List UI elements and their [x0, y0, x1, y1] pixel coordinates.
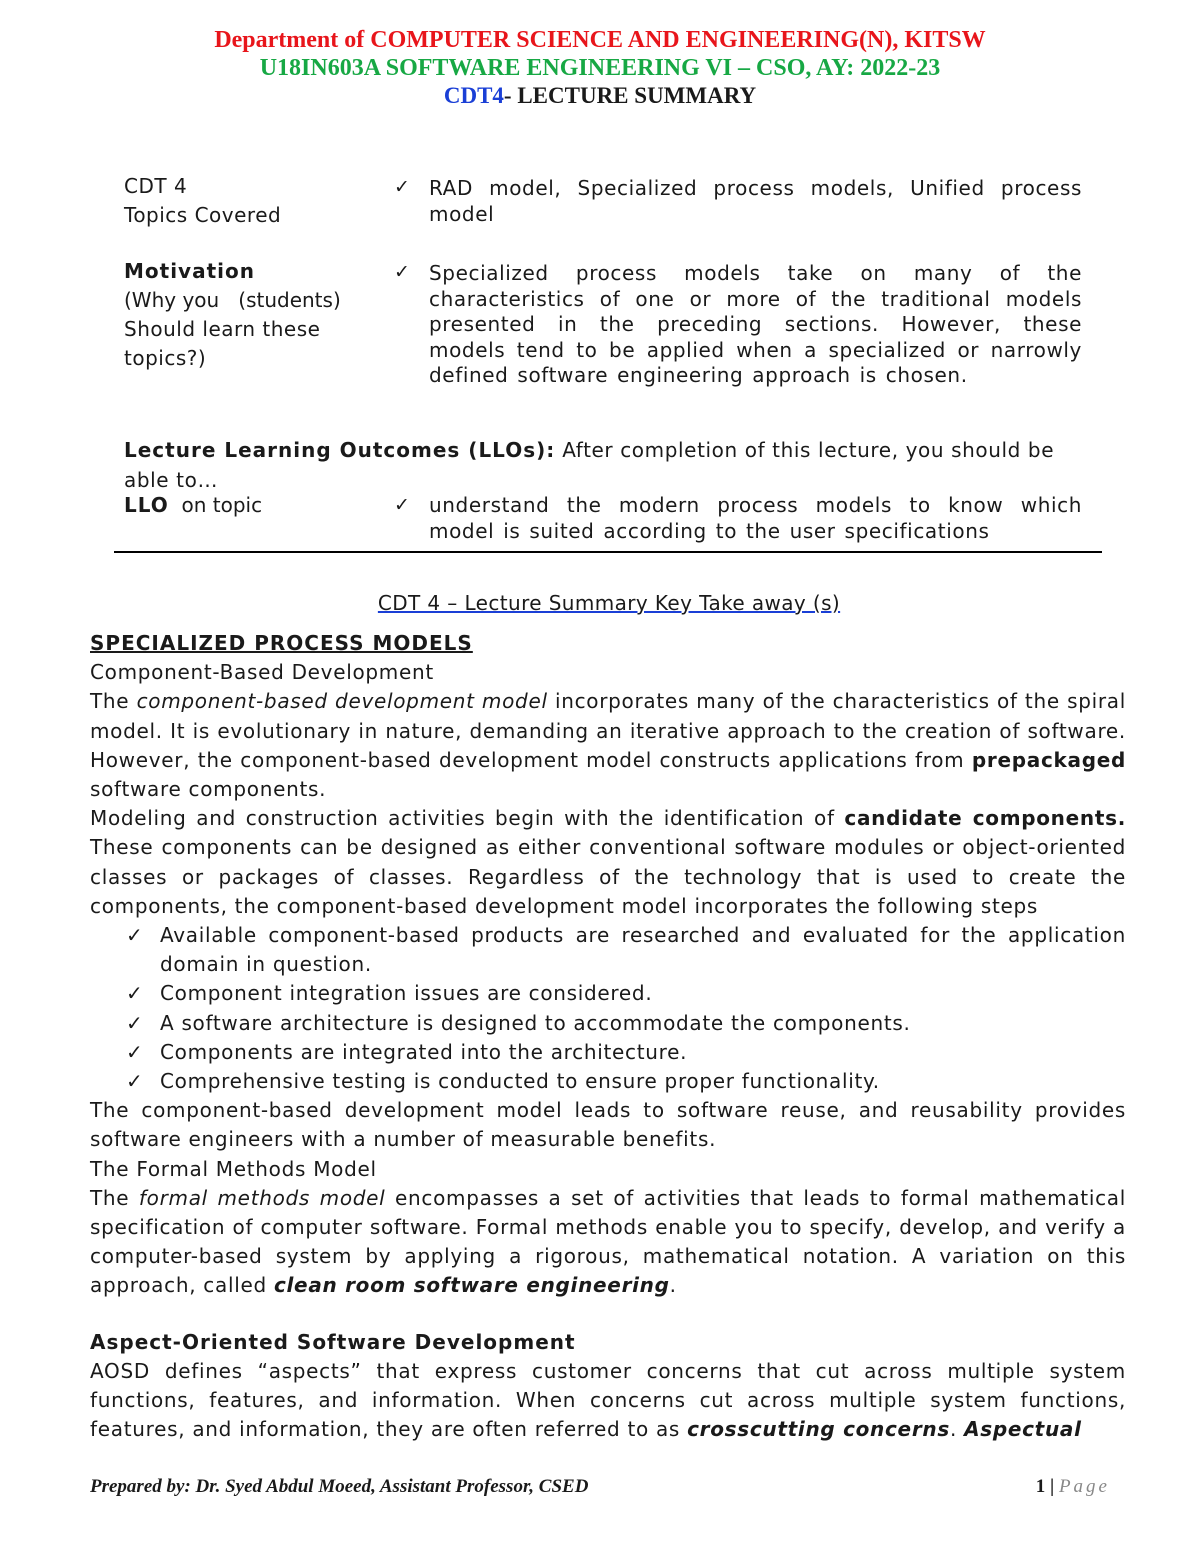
llo-text: understand the modern process models to know which model is suited according to the user specifications: [429, 493, 1082, 543]
topics-label: Topics Covered: [124, 203, 282, 227]
list-item: [126, 979, 1126, 1008]
motivation-sub: Should learn these: [124, 317, 321, 341]
list-item: [126, 1067, 1126, 1096]
text-run: AOSD defines “aspects” that express customer concerns that cut across multiple system functions, features, and information. When concerns cut across multiple system functions, features, and information, they are often referred to as: [90, 1358, 1126, 1442]
text-run: .: [949, 1417, 965, 1442]
text-bold: candidate components.: [844, 806, 1126, 831]
llo-heading-bold: Lecture Learning Outcomes (LLOs):: [124, 438, 556, 462]
formal-methods-title: The Formal Methods Model: [90, 1156, 377, 1181]
llo-heading-rest: After completion of this lecture, you should be able to…: [124, 438, 1055, 492]
text-emphasis: formal methods model: [138, 1185, 386, 1210]
text-bold-italic: crosscutting concerns: [687, 1417, 950, 1442]
cdt-label: CDT4: [443, 83, 504, 108]
cdt-suffix: - LECTURE SUMMARY: [503, 83, 757, 108]
step-text: Comprehensive testing is conducted to ensure proper functionality.: [160, 1069, 880, 1094]
check-icon: ✓: [126, 923, 144, 948]
text-run: .: [669, 1273, 677, 1298]
text-run: Modeling and construction activities begin with the identification of: [90, 806, 845, 831]
text-bold-italic: clean room software engineering: [273, 1273, 670, 1298]
text-run: These components can be designed as either conventional software modules or object-oriented classes or packages of classes. Regardless of the technology that is used to create the components, the component-based development model incorporates the following steps: [90, 835, 1126, 918]
step-text: Available component-based products are researched and evaluated for the application domain in question.: [160, 923, 1126, 977]
motivation-sub: (Why you (students): [124, 288, 341, 312]
key-takeaway-text: CDT 4 – Lecture Summary Key Take away (s): [377, 591, 841, 615]
cbd-paragraph-1: [90, 687, 1126, 804]
motivation-text: Specialized process models take on many of the characteristics of one or more of the traditional models presented in the preceding sections. However, these models tend to be applied when a specialized or narrowly defined software engineering approach is chosen.: [429, 261, 1082, 387]
step-text: A software architecture is designed to accommodate the components.: [160, 1010, 911, 1035]
text-emphasis: component-based development model: [136, 689, 548, 714]
text-bold-italic: Aspectual: [964, 1417, 1082, 1442]
step-text: Components are integrated into the architecture.: [160, 1039, 688, 1064]
check-icon: ✓: [126, 1010, 144, 1035]
divider: [114, 551, 1102, 553]
page-word: Page: [1058, 1476, 1110, 1497]
text-run: The: [90, 689, 137, 714]
document-header: [0, 26, 1200, 110]
section-title: SPECIALIZED PROCESS MODELS: [90, 631, 473, 655]
text-run: software components.: [90, 777, 327, 802]
spacer: [90, 1301, 1126, 1328]
page-separator: |: [1045, 1476, 1055, 1497]
prepared-by: Prepared by: Dr. Syed Abdul Moeed, Assistant Professor, CSED: [90, 1476, 589, 1497]
page-footer: [90, 1476, 1110, 1498]
cbd-title: Component-Based Development: [90, 660, 434, 685]
page-num: 1: [1035, 1476, 1046, 1497]
lecture-summary-title: [0, 82, 1200, 110]
cdt-cell: [124, 172, 281, 230]
check-icon: ✓: [126, 1039, 144, 1064]
motivation-cell: [124, 257, 341, 373]
llo-heading: [124, 435, 1084, 495]
formal-methods-paragraph: [90, 1184, 1126, 1301]
topics-text: RAD model, Specialized process models, Unified process model: [429, 176, 1082, 226]
text-bold: prepackaged: [971, 747, 1126, 772]
text-run: incorporates many of the characteristics of the spiral model. It is evolutionary in nature, demanding an iterative approach to the creation of software. However, the component-based development model constructs applications from: [90, 689, 1127, 772]
check-icon: ✓: [126, 981, 144, 1006]
check-icon: ✓: [394, 261, 410, 283]
cbd-steps-list: [90, 921, 1126, 1096]
cdt-title: CDT 4: [124, 174, 188, 198]
aosd-paragraph: [90, 1357, 1126, 1445]
motivation-title: Motivation: [124, 259, 255, 283]
check-icon: ✓: [126, 1069, 144, 1094]
motivation-sub: topics?): [124, 346, 207, 370]
list-item: [126, 1038, 1126, 1067]
check-icon: ✓: [394, 176, 410, 198]
page-number: [1036, 1476, 1110, 1498]
list-item: [126, 921, 1126, 979]
llo-label: [124, 491, 262, 520]
lecture-body: [90, 629, 1126, 1444]
cbd-paragraph-2: [90, 804, 1126, 921]
text-run: The: [90, 1185, 139, 1210]
department-title: Department of COMPUTER SCIENCE AND ENGINEERING(N), KITSW: [214, 27, 986, 53]
check-icon: ✓: [394, 494, 410, 516]
aosd-title: Aspect-Oriented Software Development: [90, 1329, 576, 1354]
step-text: Component integration issues are considered.: [160, 981, 653, 1006]
cbd-paragraph-3: The component-based development model leads to software reuse, and reusability provides software engineers with a number of measurable benefits.: [90, 1098, 1126, 1152]
list-item: [126, 1009, 1126, 1038]
key-takeaway-title: [0, 591, 1200, 615]
text-run: encompasses a set of activities that leads to formal mathematical specification of computer software. Formal methods enable you to specify, develop, and verify a computer-based system by applying a rigorous, mathematical notation. A variation on this approach, called: [90, 1185, 1126, 1298]
course-title: U18IN603A SOFTWARE ENGINEERING VI – CSO, AY: 2022-23: [259, 55, 941, 81]
llo-label-bold: LLO: [124, 493, 169, 517]
llo-label-rest: on topic: [168, 493, 263, 517]
